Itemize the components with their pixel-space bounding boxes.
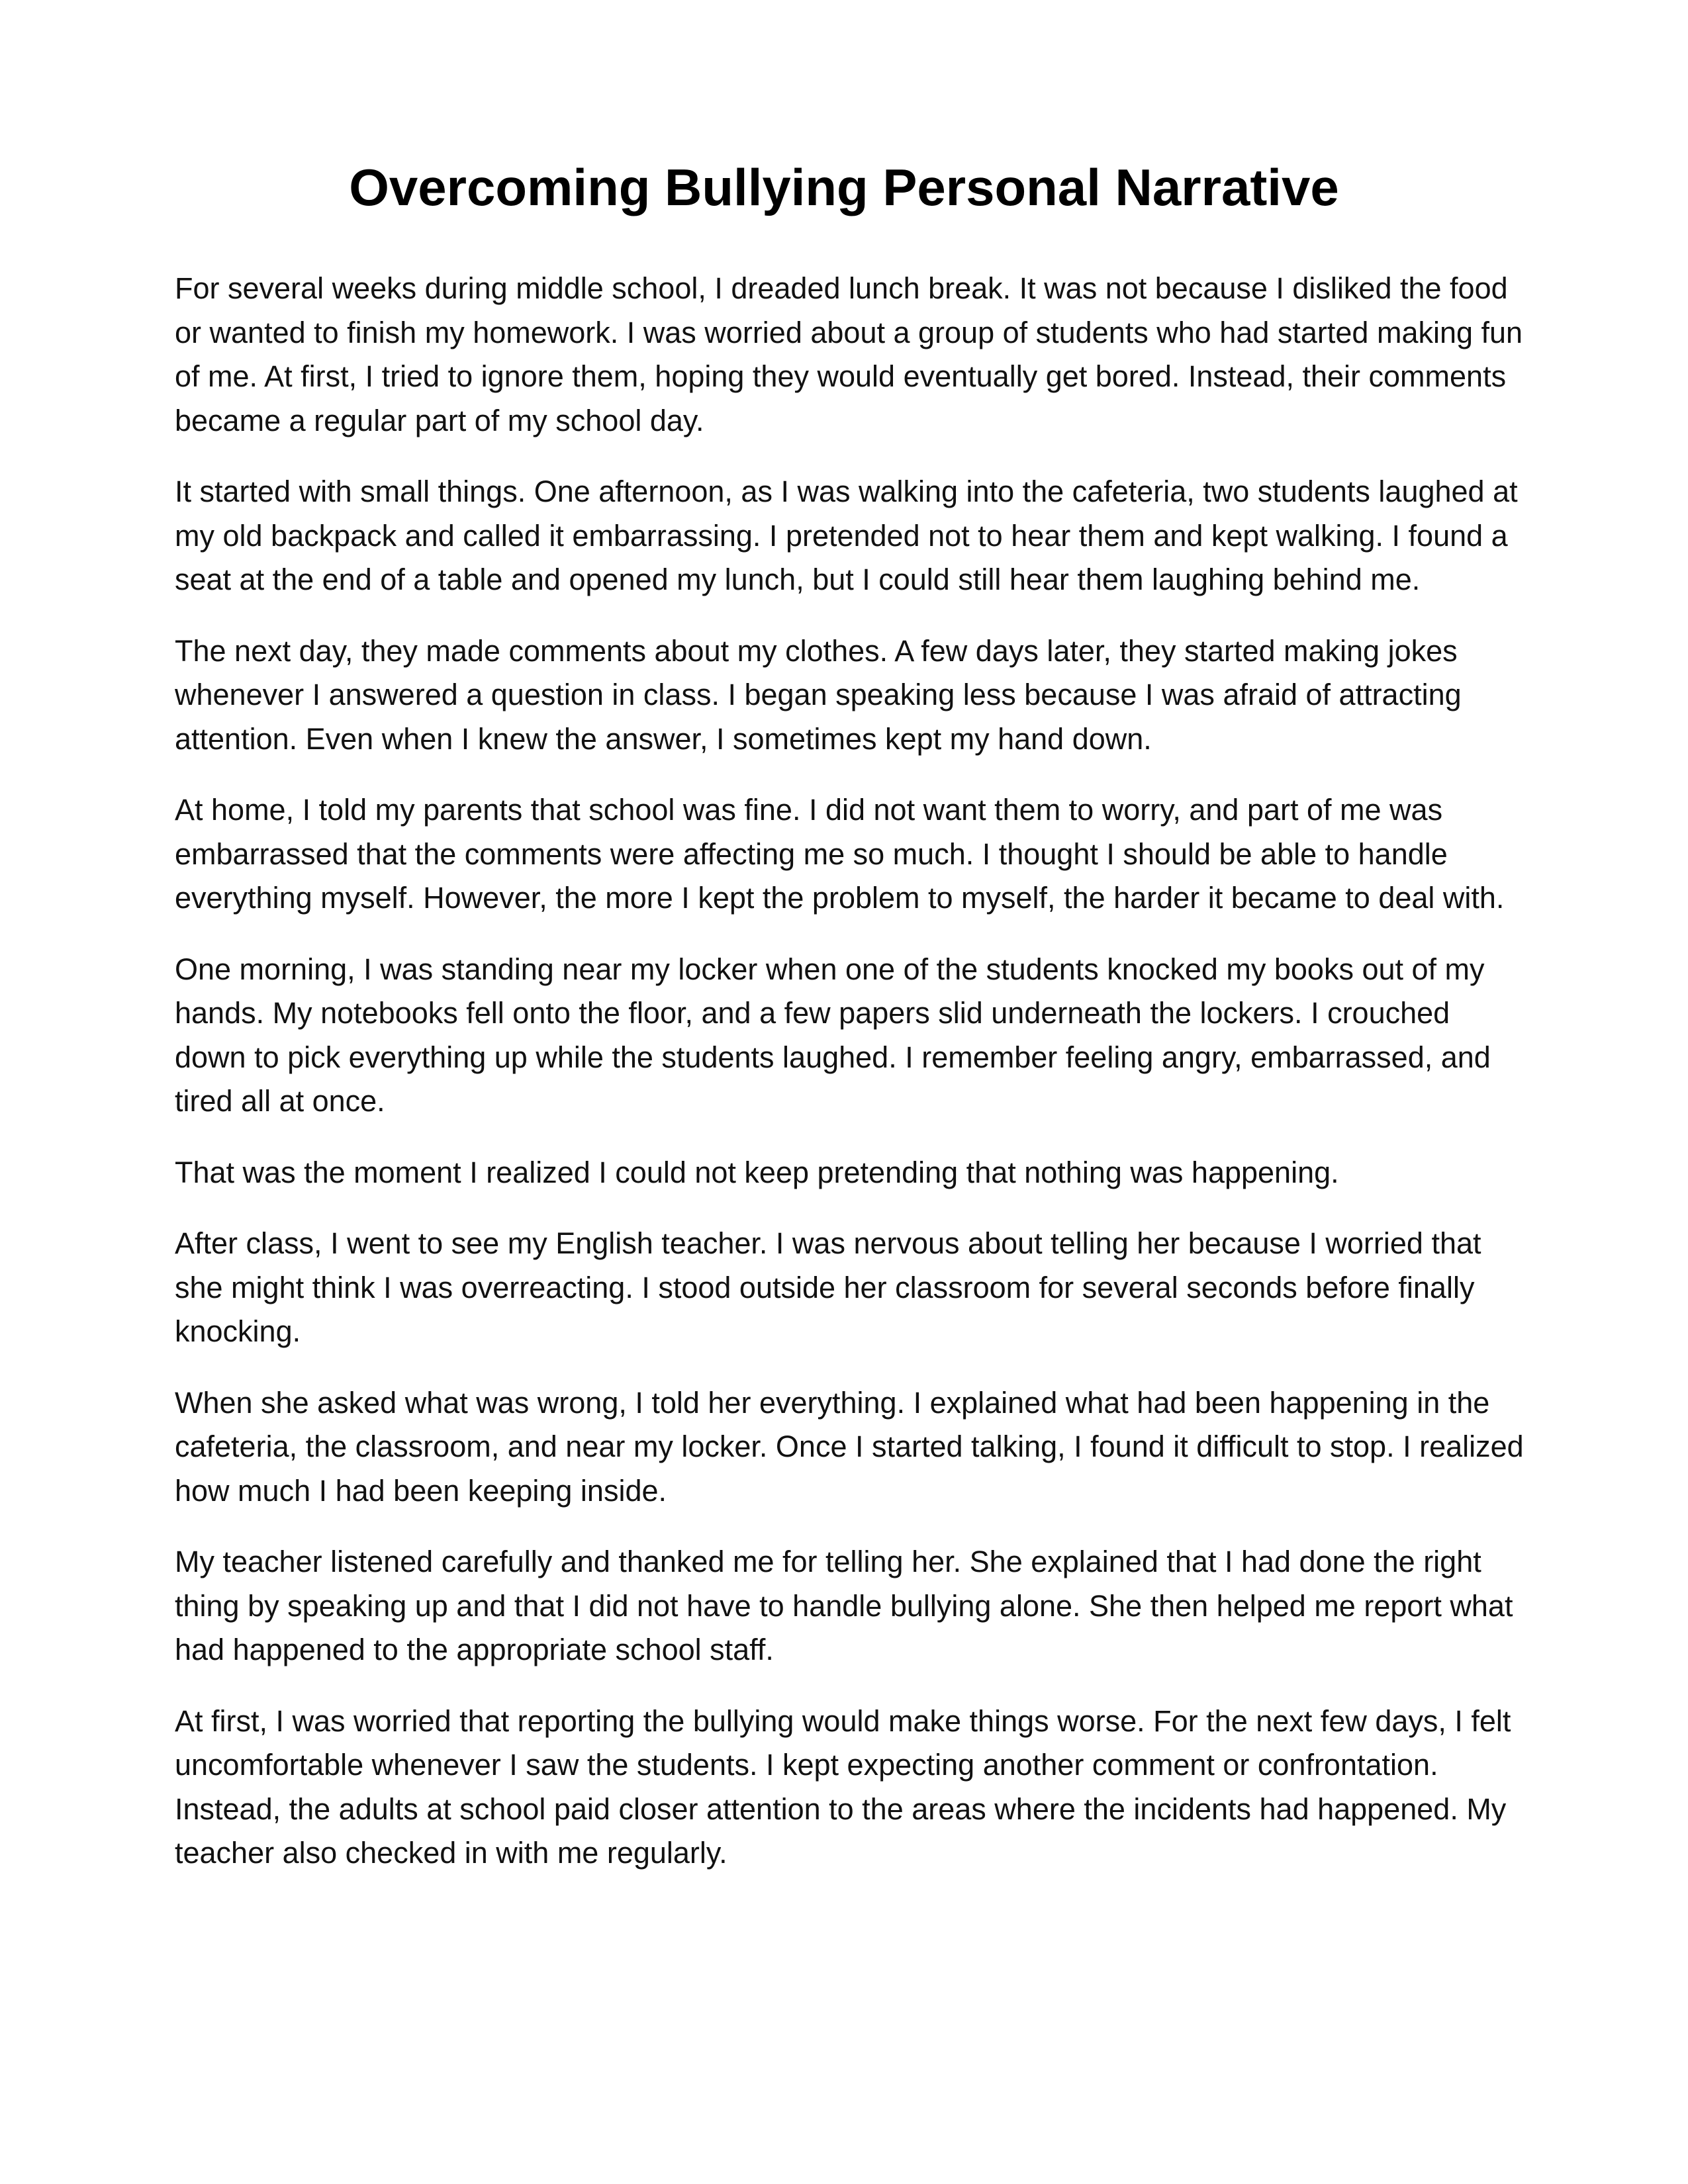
paragraph-4: At home, I told my parents that school was fine. I did not want them to worry, and part of me was embarrassed that the comments were affecting me so much. I thought I should be able to handle everything myself. However, the more I kept the problem to myself, the harder it became to deal with. [175,793,1505,915]
paragraph-8: When she asked what was wrong, I told her everything. I explained what had been happening in the cafeteria, the classroom, and near my locker. Once I started talking, I found it difficult to stop. I realized how much I had been keeping inside. [175,1385,1524,1508]
document-title: Overcoming Bullying Personal Narrative [349,158,1339,216]
paragraph-10: At first, I was worried that reporting the bullying would make things worse. For the next few days, I felt uncomfortable whenever I saw the students. I kept expecting another comment or confrontation. Instead, the adults at school paid closer attention to the areas where the incidents had happened. My teacher also checked in with me regularly. [175,1704,1511,1870]
paragraph-2: It started with small things. One afternoon, as I was walking into the cafeteria, two students laughed at my old backpack and called it embarrassing. I pretended not to hear them and kept walking. I found a seat at the end of a table and opened my lunch, but I could still hear them laughing behind me. [175,475,1518,596]
paragraph-9: My teacher listened carefully and thanked me for telling her. She explained that I had done the right thing by speaking up and that I did not have to handle bullying alone. She then helped me report what had happened to the appropriate school staff. [175,1545,1513,1666]
document-body [175,267,1525,1903]
paragraph-3: The next day, they made comments about my clothes. A few days later, they started making jokes whenever I answered a question in class. I began speaking less because I was afraid of attracting attention. Even when I knew the answer, I sometimes kept my hand down. [175,633,1462,756]
paragraph-7: After class, I went to see my English teacher. I was nervous about telling her because I worried that she might think I was overreacting. I stood outside her classroom for several seconds before finally knocking. [175,1226,1481,1348]
paragraph-5: One morning, I was standing near my locker when one of the students knocked my books out of my hands. My notebooks fell onto the floor, and a few papers slid underneath the lockers. I crouched down to pick everything up while the students laughed. I remember feeling angry, embarrassed, and tired all at once. [175,952,1491,1118]
paragraph-6: That was the moment I realized I could not keep pretending that nothing was happening. [175,1155,1339,1189]
paragraph-1: For several weeks during middle school, I dreaded lunch break. It was not because I disliked the food or wanted to finish my homework. I was worried about a group of students who had started making fun of me. At first, I tried to ignore them, hoping they would eventually get bored. Instead, their comments became a regular part of my school day. [175,271,1523,437]
